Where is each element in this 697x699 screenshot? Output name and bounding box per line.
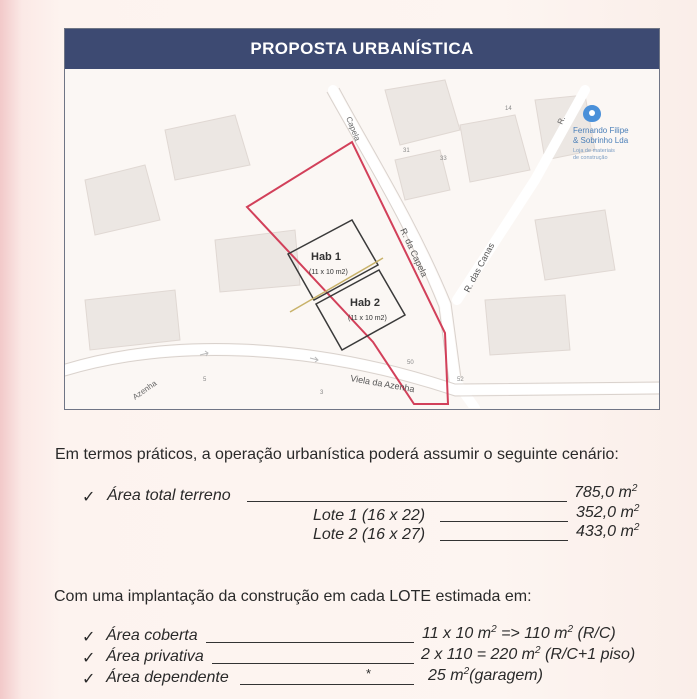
leader-line: [247, 501, 567, 502]
area-total-label: Área total terreno: [107, 487, 231, 504]
check-icon: ✓: [82, 650, 96, 667]
lote2-label: Lote 2 (16 x 27): [313, 526, 426, 543]
street-r-partial: R.: [555, 114, 568, 126]
hab2-outline: [316, 270, 405, 350]
street-azenha: Azenha: [130, 378, 159, 402]
num-14: 14: [505, 106, 512, 112]
street-viela: Viela da Azenha: [349, 373, 416, 395]
street-r-das-canas: R. das Canas: [461, 241, 497, 294]
intro-text: Em termos práticos, a operação urbanística poderá assumir o seguinte cenário:: [55, 446, 619, 463]
poi-line2: & Sobrinho Lda: [573, 136, 629, 145]
poi-line1: Fernando Filipe: [573, 126, 629, 135]
implant-intro: Com uma implantação da construção em cada LOTE estimada em:: [54, 588, 532, 605]
check-icon: ✓: [82, 629, 96, 646]
lote2-value: 433,0 $m^2$: [576, 522, 640, 540]
num-31: 31: [403, 148, 410, 154]
poi-line4: de construção: [573, 155, 608, 161]
dependente-value: 25 $m^2(garagem)$: [428, 666, 543, 684]
check-icon: ✓: [82, 489, 96, 506]
lote1-label: Lote 1 (16 x 22): [313, 507, 426, 524]
site-map: [65, 70, 659, 408]
num-50: 50: [407, 360, 414, 366]
lote1-value: 352,0 $m^2$: [576, 503, 640, 521]
coberta-value: 11 x 10 $m^2 => 110$ $m^2$ (R/C): [422, 624, 616, 642]
num-3: 3: [320, 390, 324, 396]
dependente-label: Área dependente: [106, 669, 229, 686]
dependente-mark: *: [366, 666, 372, 681]
privativa-value: 2 x 110 = 220 $m^2$ (R/C+1 piso): [421, 645, 636, 663]
hab2-label: Hab 2: [350, 297, 380, 309]
hab1-label: Hab 1: [311, 251, 341, 263]
street-r-da-capela: R. da Capela: [398, 226, 430, 279]
privativa-label: Área privativa: [106, 648, 204, 665]
banner-title: PROPOSTA URBANÍSTICA: [250, 39, 474, 58]
num-5: 5: [203, 377, 207, 383]
check-icon: ✓: [82, 671, 96, 688]
hab1-dims: (11 x 10 m2): [309, 269, 348, 276]
title-banner: [65, 29, 659, 69]
coberta-label: Área coberta: [106, 627, 198, 644]
num-33: 33: [440, 156, 447, 162]
leader-line: [440, 540, 568, 541]
area-total-value: 785,0 $m^2$: [574, 483, 638, 501]
street-capela-top: Capela: [344, 115, 362, 143]
poi-line3: Loja de materiais: [573, 148, 615, 154]
leader-line: [240, 684, 414, 685]
leader-line: [206, 642, 414, 643]
num-52: 52: [457, 377, 464, 383]
proposal-figure: [64, 28, 660, 410]
hab2-dims: (11 x 10 m2): [348, 315, 387, 322]
leader-line: [212, 663, 414, 664]
leader-line: [440, 521, 568, 522]
